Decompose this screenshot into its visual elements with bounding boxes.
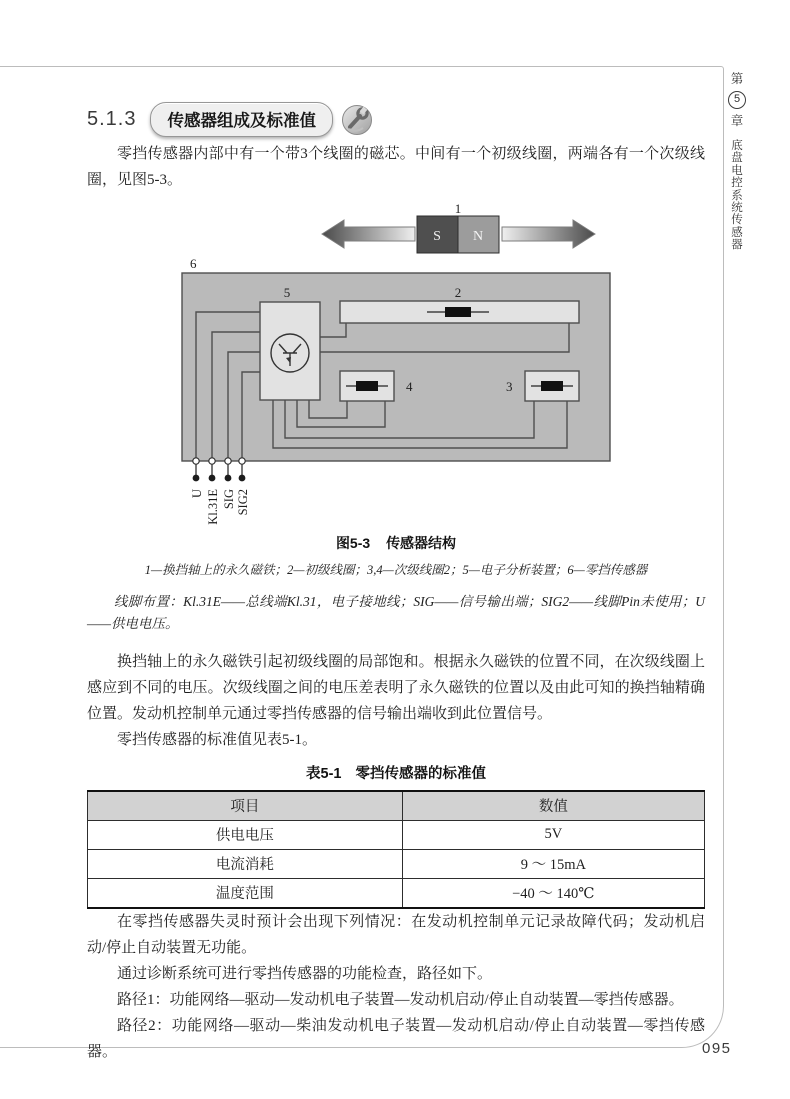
- paragraph-principle: 换挡轴上的永久磁铁引起初级线圈的局部饱和。根据永久磁铁的位置不同，在次级线圈上感应到不同的电压。次级线圈之间的电压差表明了永久磁铁的位置以及由此可知的换挡轴精确位置。发动机控制单元通过零挡传感器的信号输出端收到此位置信号。: [87, 653, 705, 722]
- paragraph-path2: 路径2：功能网络—驱动—柴油发动机电子装置—发动机启动/停止自动装置—零挡传感器。: [87, 1017, 705, 1060]
- electronics-box: [260, 302, 320, 400]
- part-label-secondary-right: 3: [506, 379, 513, 394]
- section-title-badge: 传感器组成及标准值: [150, 102, 333, 137]
- sensor-structure-figure: [87, 197, 705, 531]
- table-row: [88, 849, 705, 878]
- chapter-sidebar: [726, 72, 748, 252]
- table-title: [87, 762, 705, 783]
- paragraph-path1: 路径1：功能网络—驱动—发动机电子装置—发动机启动/停止自动装置—零挡传感器。: [117, 991, 684, 1008]
- arrow-left: [322, 220, 415, 248]
- part-label-primary-coil: 2: [454, 285, 462, 300]
- section-heading: [87, 98, 705, 141]
- figure-caption: [87, 533, 705, 553]
- arrow-right: [502, 220, 595, 248]
- part-label-magnet: 1: [454, 201, 462, 216]
- pin-layout-note: 线脚布置：Kl.31E——总线端Kl.31，电子接地线；SIG——信号输出端；SIG2——线脚Pin未使用；U——供电电压。: [87, 594, 705, 631]
- figure-caption-text: 传感器结构: [386, 535, 457, 551]
- paragraph-diagnosis: 通过诊断系统可进行零挡传感器的功能检查，路径如下。: [117, 965, 493, 982]
- table-cell-item: 温度范围: [88, 878, 403, 908]
- part-label-electronics: 5: [283, 285, 291, 300]
- magnet-south-label: S: [433, 229, 441, 244]
- terminal-label-kl31e: Kl.31E: [206, 489, 220, 525]
- table-cell-value: 9 ～ 15mA: [402, 849, 704, 878]
- table-cell-value: 5V: [402, 820, 704, 849]
- table-cell-value: −40 ～ 140℃: [402, 878, 704, 908]
- page-content: [87, 0, 705, 1065]
- sensor-diagram: [87, 197, 705, 531]
- part-label-secondary-left: 4: [406, 379, 413, 394]
- part-label-housing: 6: [190, 256, 197, 271]
- standard-values-table: [87, 790, 705, 909]
- table-title-label: 表5-1: [306, 765, 342, 782]
- chapter-title: 底盘电控系统传感器: [731, 140, 743, 252]
- paragraph-failure: 在零挡传感器失灵时预计会出现下列情况：在发动机控制单元记录故障代码；发动机启动/停止自动装置无功能。: [87, 913, 705, 956]
- table-cell-item: 电流消耗: [88, 849, 403, 878]
- table-title-text: 零挡传感器的标准值: [355, 765, 486, 782]
- figure-caption-label: 图5-3: [335, 535, 371, 551]
- terminal-label-sig: SIG: [222, 489, 236, 510]
- magnet-north-label: N: [472, 229, 484, 244]
- paragraph-intro: 零挡传感器内部中有一个带3个线圈的磁芯。中间有一个初级线圈，两端各有一个次级线圈，见图5-3。: [87, 146, 705, 188]
- paragraph-table-ref: 零挡传感器的标准值见表5-1。: [117, 731, 317, 748]
- chapter-suffix: 章: [730, 114, 744, 128]
- table-header-value: 数值: [402, 791, 704, 821]
- wrench-icon: [341, 104, 375, 141]
- table-cell-item: 供电电压: [88, 820, 403, 849]
- chapter-number-badge: 5: [728, 91, 746, 109]
- figure-legend: 1—换挡轴上的永久磁铁；2—初级线圈；3,4—次级线圈2；5—电子分析装置；6—零挡传感器: [144, 563, 648, 577]
- table-row: [88, 878, 705, 908]
- page-number: 095: [702, 1040, 732, 1057]
- table-header-row: [88, 791, 705, 821]
- terminal-label-sig2: SIG2: [236, 489, 250, 516]
- table-row: [88, 820, 705, 849]
- terminal-label-u: U: [190, 489, 204, 499]
- section-number: 5.1.3: [87, 108, 137, 130]
- chapter-prefix: 第: [730, 72, 744, 86]
- table-header-item: 项目: [88, 791, 403, 821]
